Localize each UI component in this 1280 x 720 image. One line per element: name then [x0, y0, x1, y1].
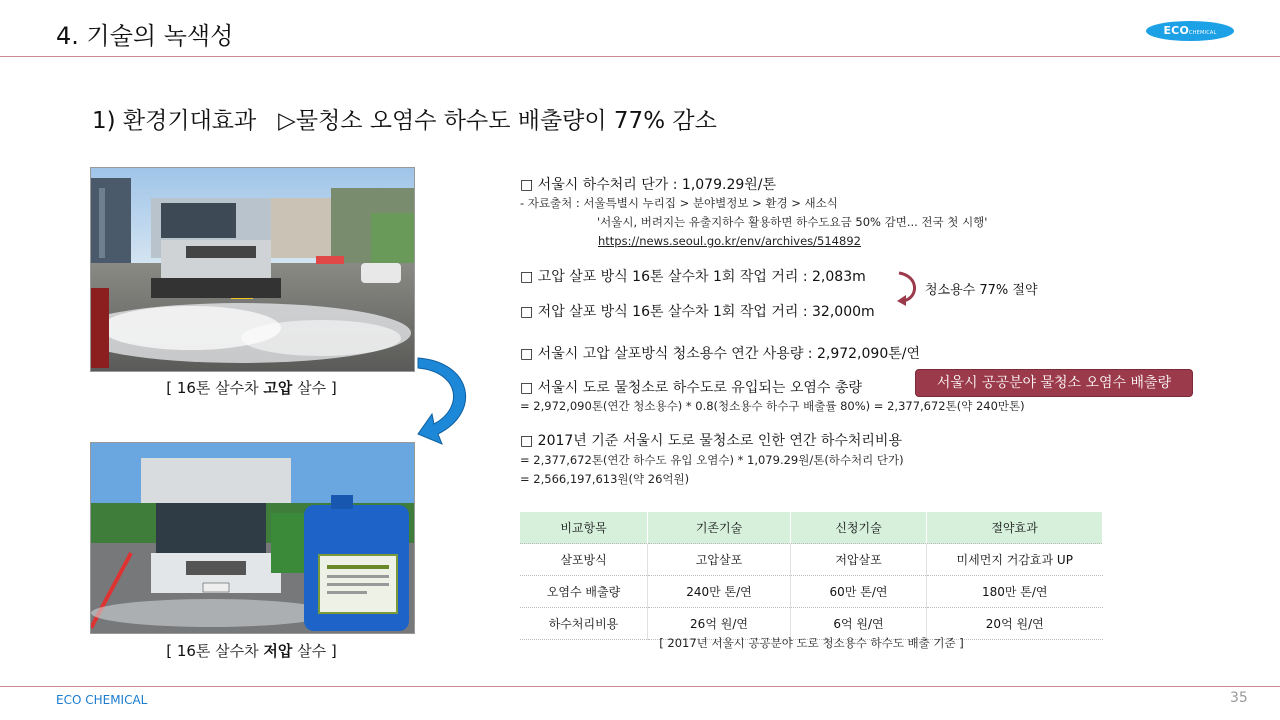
inflow-total-text: □ 서울시 도로 물청소로 하수도로 유입되는 오염수 총량 — [520, 380, 862, 396]
high-pressure-distance-text: □ 고압 살포 방식 16톤 살수차 1회 작업 거리 : 2,083m — [520, 269, 866, 285]
curved-down-arrow-icon — [412, 352, 482, 458]
source-link[interactable]: https://news.seoul.go.kr/env/archives/514892 — [598, 234, 861, 248]
table-cell: 저압살포 — [791, 544, 927, 576]
table-row — [520, 576, 1103, 608]
header-divider — [0, 56, 1280, 57]
table-cell: 240만 톤/연 — [648, 576, 791, 608]
eco-chemical-logo: ECOCHEMICAL — [1146, 21, 1234, 41]
annual-usage-text: □ 서울시 고압 살포방식 청소용수 연간 사용량 : 2,972,090톤/연 — [520, 346, 920, 362]
table-cell: 오염수 배출량 — [520, 576, 648, 608]
table-cell: 26억 원/연 — [648, 608, 791, 640]
source-quote: '서울시, 버려지는 유출지하수 활용하면 하수도요금 50% 감면... 전국 첫 시행' — [597, 215, 988, 229]
table-cell: 6억 원/연 — [791, 608, 927, 640]
discharge-badge: 서울시 공공분야 물청소 오염수 배출량 — [915, 369, 1193, 397]
table-header-cell: 비교항목 — [520, 512, 648, 544]
bottom-photo-caption: [ 16톤 살수차 저압 살수 ] — [166, 642, 337, 660]
inflow-calculation: = 2,972,090톤(연간 청소용수) * 0.8(청소용수 하수구 배출률 80%) = 2,377,672톤(약 240만톤) — [520, 399, 1025, 413]
top-photo-caption: [ 16톤 살수차 고압 살수 ] — [166, 379, 337, 397]
curved-arrow-icon — [895, 270, 921, 306]
footer-brand: ECO CHEMICAL — [56, 693, 148, 707]
low-pressure-distance-text: □ 저압 살포 방식 16톤 살수차 1회 작업 거리 : 32,000m — [520, 304, 875, 320]
table-cell: 살포방식 — [520, 544, 648, 576]
table-cell: 20억 원/연 — [927, 608, 1103, 640]
treatment-cost-calc-2: = 2,566,197,613원(약 26억원) — [520, 472, 690, 486]
high-pressure-truck-photo — [90, 167, 415, 372]
treatment-cost-calc-1: = 2,377,672톤(연간 하수도 유입 오염수) * 1,079.29원/톤(하수처리 단가) — [520, 453, 904, 467]
table-caption: [ 2017년 서울시 공공분야 도로 청소용수 하수도 배출 기준 ] — [659, 636, 964, 650]
table-cell: 고압살포 — [648, 544, 791, 576]
water-saving-note: 청소용수 77% 절약 — [925, 283, 1038, 298]
unit-cost-text: □ 서울시 하수처리 단가 : 1,079.29원/톤 — [520, 177, 777, 193]
table-header-cell: 신청기술 — [791, 512, 927, 544]
section-subtitle: 1) 환경기대효과 ▷물청소 오염수 하수도 배출량이 77% 감소 — [92, 108, 717, 134]
table-cell: 180만 톤/연 — [927, 576, 1103, 608]
low-pressure-truck-photo — [90, 442, 415, 634]
table-cell: 미세먼지 거감효과 UP — [927, 544, 1103, 576]
table-header-row — [520, 512, 1103, 544]
treatment-cost-heading: □ 2017년 기준 서울시 도로 물청소로 인한 연간 하수처리비용 — [520, 433, 902, 449]
table-row — [520, 544, 1103, 576]
slide-title: 4. 기술의 녹색성 — [56, 22, 234, 50]
comparison-table — [520, 512, 1103, 640]
table-header-cell: 절약효과 — [927, 512, 1103, 544]
table-cell: 하수처리비용 — [520, 608, 648, 640]
source-text: - 자료출처 : 서울특별시 누리집 > 분야별정보 > 환경 > 새소식 — [520, 196, 838, 210]
table-cell: 60만 톤/연 — [791, 576, 927, 608]
page-number: 35 — [1230, 690, 1248, 706]
footer-divider — [0, 686, 1280, 687]
table-header-cell: 기존기술 — [648, 512, 791, 544]
